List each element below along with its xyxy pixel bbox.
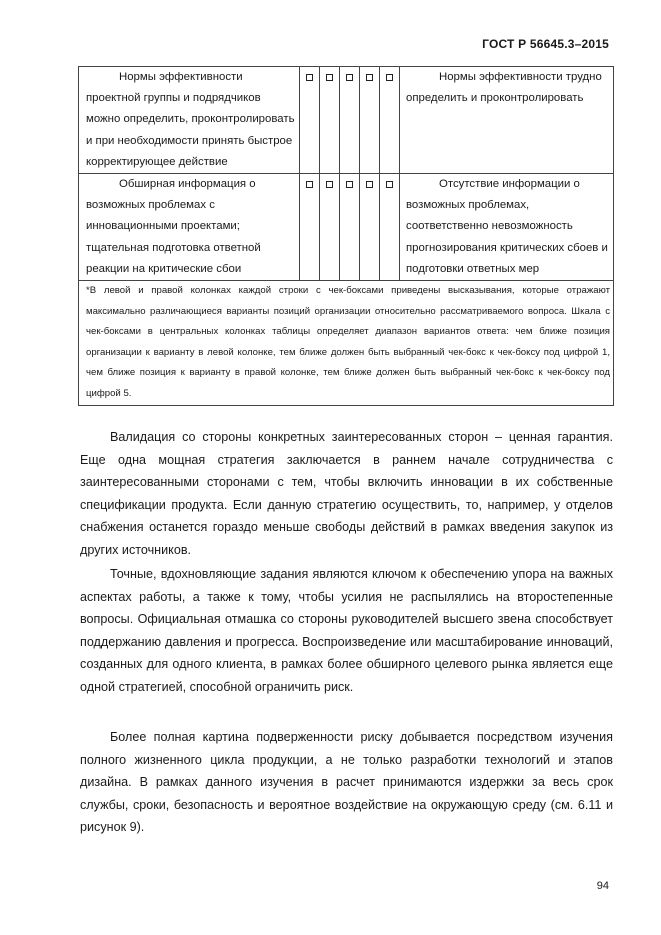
checkbox-icon [386, 181, 393, 188]
checkbox-icon [346, 74, 353, 81]
table-row [79, 67, 614, 174]
checkbox-icon [346, 181, 353, 188]
checkbox-icon [326, 74, 333, 81]
checkbox-icon [366, 74, 373, 81]
checkbox-4[interactable] [360, 67, 380, 174]
checkbox-2[interactable] [320, 67, 340, 174]
right-statement: Нормы эффективности трудно определить и проконтролировать [400, 67, 614, 174]
checkbox-3[interactable] [340, 174, 360, 281]
body-paragraph: Более полная картина подверженности риску добывается посредством изучения полного жизненного цикла продукции, а не только разработки технологий и этапов дизайна. В рамках данного изучения в расчет принимаются издержки за весь срок службы, сроки, безопасность и вероятное воздействие на окружающую среду (см. 6.11 и рисунок 9). [80, 730, 613, 835]
checkbox-icon [306, 74, 313, 81]
checkbox-icon [326, 181, 333, 188]
body-paragraph: Точные, вдохновляющие задания являются ключом к обеспечению упора на важных аспектах работы, а также к тому, чтобы усилия не распылялись на второстепенные вопросы. Официальная отмашка со стороны руководителей высшего звена способствует поддержанию давления и прогресса. Воспроизведение или масштабирование инноваций, созданных для одного клиента, в рамках более обширного целевого рынка является еще одной стратегией, способной ограничить риск. [80, 567, 613, 694]
checkbox-1[interactable] [300, 67, 320, 174]
left-statement: Нормы эффективности проектной группы и подрядчиков можно определить, проконтролировать и при необходимости принять быстрое корректирующее действие [79, 67, 300, 174]
document-header: ГОСТ Р 56645.3–2015 [482, 37, 609, 51]
page-number: 94 [596, 880, 609, 892]
checkbox-4[interactable] [360, 174, 380, 281]
table-row [79, 281, 614, 406]
checkbox-5[interactable] [380, 67, 400, 174]
table-row [79, 174, 614, 281]
survey-table [78, 66, 614, 406]
table-footnote: *В левой и правой колонках каждой строки с чек-боксами приведены высказывания, которые отражают максимально различающиеся варианты позиций организации относительно рассматриваемого вопроса. Шкала с чек-боксами в центральных колонках таблицы определяет диапазон вариантов ответа: чем ближе позиция организации к варианту в левой колонке, тем ближе должен быть выбранный чек-бокс к чек-боксу под цифрой 1, чем ближе позиция к варианту в правой колонке, тем ближе должен быть выбранный чек-бокс к чек-боксу под цифрой 5. [79, 281, 614, 406]
checkbox-icon [366, 181, 373, 188]
checkbox-icon [306, 181, 313, 188]
checkbox-3[interactable] [340, 67, 360, 174]
body-paragraph: Валидация со стороны конкретных заинтересованных сторон – ценная гарантия. Еще одна мощная стратегия заключается в раннем начале сотрудничества с заинтересованными сторонами с тем, чтобы включить инновации в их собственные спецификации продукта. Если данную стратегию осуществить, то, например, у отделов снабжения останется гораздо меньше свободы действий в рамках введения закупок из других источников. [80, 430, 613, 557]
checkbox-2[interactable] [320, 174, 340, 281]
checkbox-5[interactable] [380, 174, 400, 281]
checkbox-icon [386, 74, 393, 81]
right-statement: Отсутствие информации о возможных проблемах, соответственно невозможность прогнозирования критических сбоев и подготовки ответных мер [400, 174, 614, 281]
checkbox-1[interactable] [300, 174, 320, 281]
left-statement: Обширная информация о возможных проблемах с инновационными проектами; тщательная подготовка ответной реакции на критические сбои [79, 174, 300, 281]
